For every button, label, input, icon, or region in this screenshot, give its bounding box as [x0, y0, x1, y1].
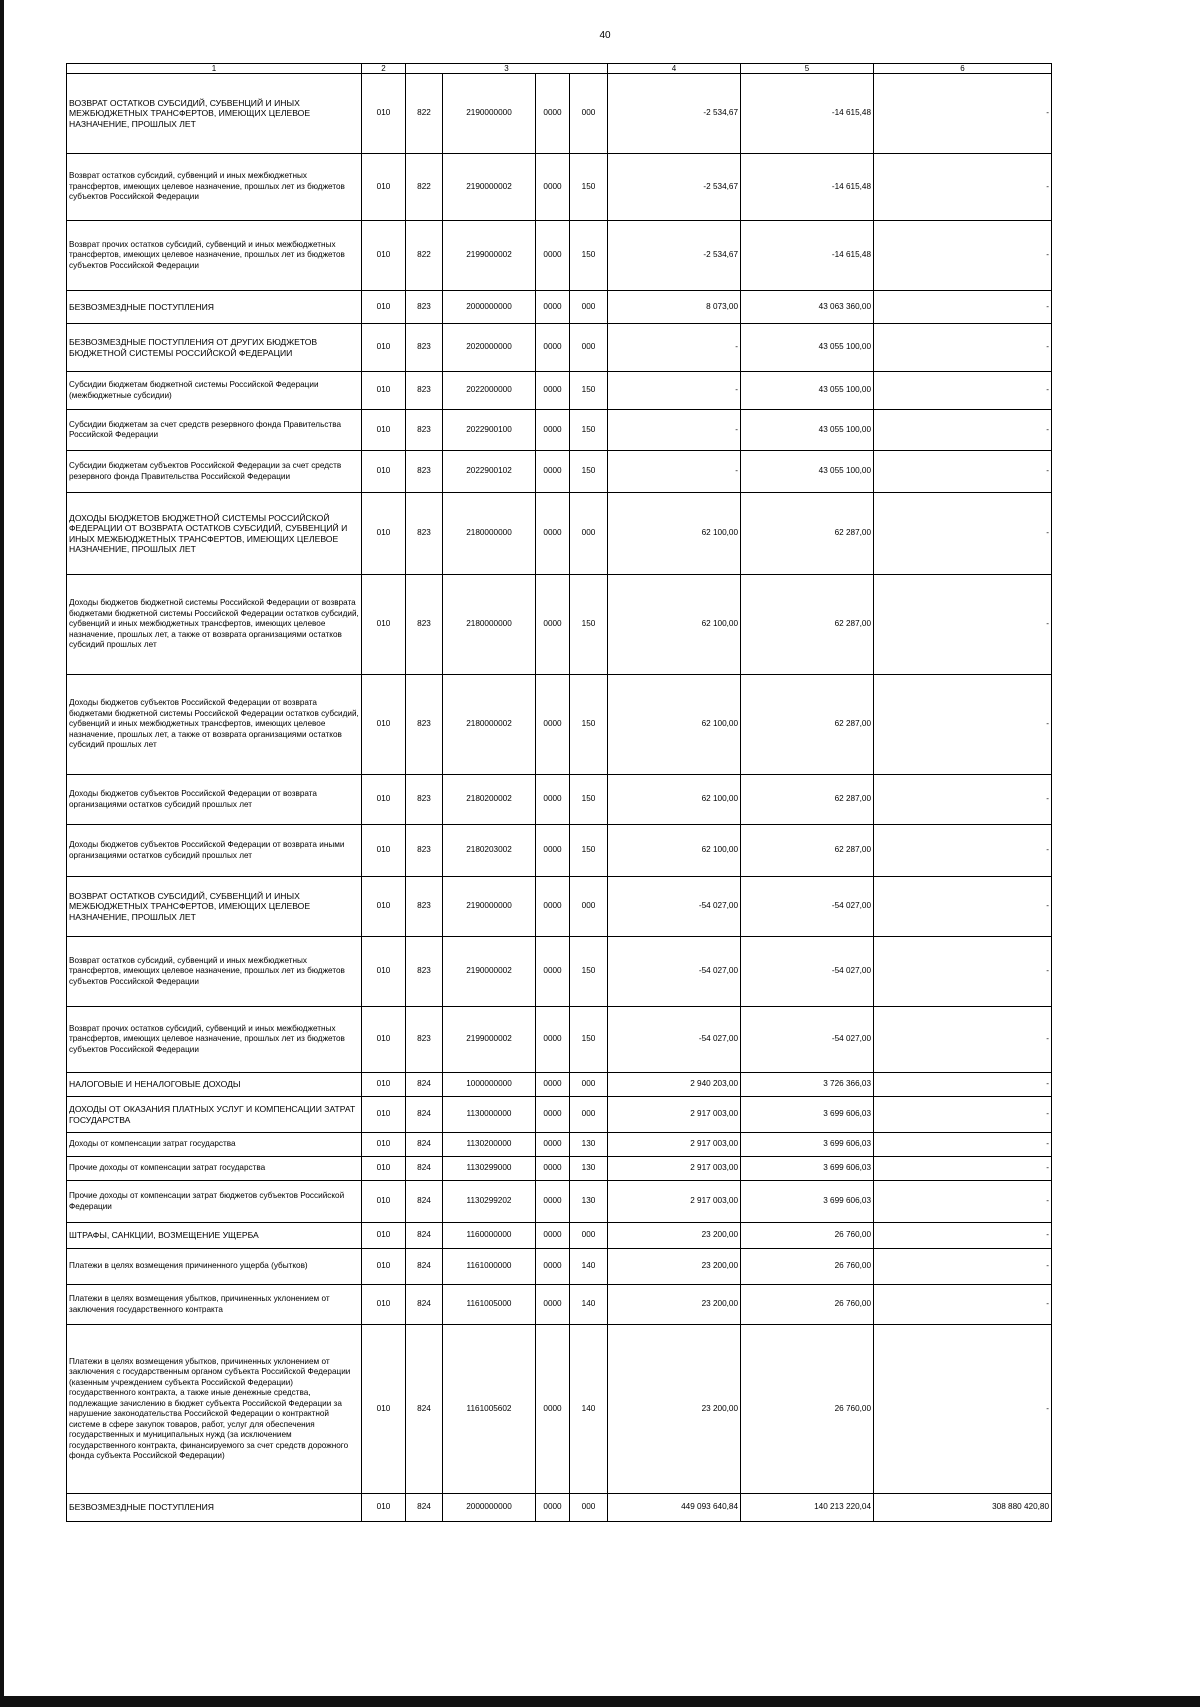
header-row [67, 64, 1052, 74]
value-col-6: - [874, 1223, 1052, 1249]
value-col-4: 62 100,00 [608, 775, 741, 825]
value-col-6: - [874, 825, 1052, 877]
code-admin: 824 [406, 1157, 443, 1181]
code-line: 010 [362, 1073, 406, 1097]
value-col-4: -54 027,00 [608, 1007, 741, 1073]
code-kbk: 2180000000 [443, 493, 536, 575]
code-admin: 823 [406, 825, 443, 877]
value-col-4: -2 534,67 [608, 74, 741, 154]
code-program: 0000 [536, 937, 570, 1007]
value-col-4: 2 917 003,00 [608, 1097, 741, 1133]
code-kosgu: 000 [570, 493, 608, 575]
value-col-4: -2 534,67 [608, 221, 741, 291]
code-kbk: 1000000000 [443, 1073, 536, 1097]
code-program: 0000 [536, 1249, 570, 1285]
code-kosgu: 150 [570, 410, 608, 451]
table-row [67, 1494, 1052, 1522]
value-col-4: 23 200,00 [608, 1223, 741, 1249]
table-row [67, 324, 1052, 372]
code-admin: 824 [406, 1325, 443, 1494]
code-kosgu: 150 [570, 372, 608, 410]
code-admin: 823 [406, 291, 443, 324]
value-col-4: 2 917 003,00 [608, 1181, 741, 1223]
row-name: Доходы бюджетов бюджетной системы Российской Федерации от возврата бюджетами бюджетной системы Российской Федерации остатков субсидий, субвенций и иных межбюджетных трансфертов, имеющих целевое назначение, прошлых лет, а также от возврата организациями остатков субсидий прошлых лет [67, 575, 362, 675]
code-line: 010 [362, 1285, 406, 1325]
table-row [67, 493, 1052, 575]
table-body [67, 64, 1052, 1522]
value-col-4: 449 093 640,84 [608, 1494, 741, 1522]
code-kosgu: 000 [570, 324, 608, 372]
code-kbk: 1130299000 [443, 1157, 536, 1181]
code-kbk: 2180000000 [443, 575, 536, 675]
code-line: 010 [362, 154, 406, 221]
code-line: 010 [362, 937, 406, 1007]
table-row [67, 1325, 1052, 1494]
code-program: 0000 [536, 1223, 570, 1249]
code-line: 010 [362, 825, 406, 877]
row-name: Доходы от компенсации затрат государства [67, 1133, 362, 1157]
value-col-4: -54 027,00 [608, 937, 741, 1007]
value-col-6: - [874, 1073, 1052, 1097]
code-kosgu: 000 [570, 1494, 608, 1522]
code-kbk: 2190000000 [443, 74, 536, 154]
value-col-4: 2 917 003,00 [608, 1133, 741, 1157]
code-admin: 823 [406, 675, 443, 775]
scan-left-edge [0, 0, 4, 1707]
value-col-4: - [608, 451, 741, 493]
header-cell-5: 5 [741, 64, 874, 74]
table-row [67, 1073, 1052, 1097]
code-line: 010 [362, 1157, 406, 1181]
code-line: 010 [362, 451, 406, 493]
value-col-5: 62 287,00 [741, 575, 874, 675]
code-kosgu: 150 [570, 825, 608, 877]
code-program: 0000 [536, 1157, 570, 1181]
code-kosgu: 130 [570, 1181, 608, 1223]
value-col-6: - [874, 324, 1052, 372]
value-col-6: - [874, 451, 1052, 493]
code-line: 010 [362, 1007, 406, 1073]
code-line: 010 [362, 74, 406, 154]
code-admin: 823 [406, 877, 443, 937]
row-name: Платежи в целях возмещения причиненного ущерба (убытков) [67, 1249, 362, 1285]
table-row [67, 1097, 1052, 1133]
value-col-5: 26 760,00 [741, 1223, 874, 1249]
code-kosgu: 000 [570, 74, 608, 154]
table-row [67, 675, 1052, 775]
value-col-4: 62 100,00 [608, 825, 741, 877]
value-col-4: 62 100,00 [608, 675, 741, 775]
code-program: 0000 [536, 74, 570, 154]
code-program: 0000 [536, 877, 570, 937]
code-program: 0000 [536, 451, 570, 493]
value-col-5: 62 287,00 [741, 775, 874, 825]
code-program: 0000 [536, 1181, 570, 1223]
row-name: ДОХОДЫ ОТ ОКАЗАНИЯ ПЛАТНЫХ УСЛУГ И КОМПЕНСАЦИИ ЗАТРАТ ГОСУДАРСТВА [67, 1097, 362, 1133]
code-admin: 823 [406, 372, 443, 410]
code-admin: 824 [406, 1133, 443, 1157]
scan-bottom-edge [0, 1696, 1200, 1707]
code-admin: 823 [406, 575, 443, 675]
value-col-4: 23 200,00 [608, 1249, 741, 1285]
value-col-6: - [874, 410, 1052, 451]
code-kosgu: 140 [570, 1249, 608, 1285]
code-program: 0000 [536, 575, 570, 675]
value-col-4: 2 917 003,00 [608, 1157, 741, 1181]
row-name: Субсидии бюджетам субъектов Российской Федерации за счет средств резервного фонда Правительства Российской Федерации [67, 451, 362, 493]
value-col-5: 43 063 360,00 [741, 291, 874, 324]
code-program: 0000 [536, 1285, 570, 1325]
code-program: 0000 [536, 1325, 570, 1494]
table-row [67, 775, 1052, 825]
code-admin: 824 [406, 1097, 443, 1133]
row-name: ВОЗВРАТ ОСТАТКОВ СУБСИДИЙ, СУБВЕНЦИЙ И ИНЫХ МЕЖБЮДЖЕТНЫХ ТРАНСФЕРТОВ, ИМЕЮЩИХ ЦЕЛЕВОЕ НАЗНАЧЕНИЕ, ПРОШЛЫХ ЛЕТ [67, 877, 362, 937]
value-col-5: 140 213 220,04 [741, 1494, 874, 1522]
row-name: Возврат прочих остатков субсидий, субвенций и иных межбюджетных трансфертов, имеющих целевое назначение, прошлых лет из бюджетов субъектов Российской Федерации [67, 1007, 362, 1073]
code-kbk: 2180203002 [443, 825, 536, 877]
row-name: Доходы бюджетов субъектов Российской Федерации от возврата организациями остатков субсидий прошлых лет [67, 775, 362, 825]
value-col-6: - [874, 372, 1052, 410]
code-admin: 824 [406, 1494, 443, 1522]
code-admin: 823 [406, 937, 443, 1007]
row-name: НАЛОГОВЫЕ И НЕНАЛОГОВЫЕ ДОХОДЫ [67, 1073, 362, 1097]
code-line: 010 [362, 1249, 406, 1285]
table-row [67, 372, 1052, 410]
code-line: 010 [362, 877, 406, 937]
code-kbk: 2190000002 [443, 154, 536, 221]
code-kosgu: 150 [570, 575, 608, 675]
row-name: Прочие доходы от компенсации затрат бюджетов субъектов Российской Федерации [67, 1181, 362, 1223]
value-col-5: 43 055 100,00 [741, 372, 874, 410]
value-col-6: - [874, 775, 1052, 825]
code-line: 010 [362, 410, 406, 451]
table-row [67, 1223, 1052, 1249]
header-cell-2: 2 [362, 64, 406, 74]
table-row [67, 877, 1052, 937]
value-col-6: - [874, 575, 1052, 675]
value-col-6: - [874, 1007, 1052, 1073]
value-col-4: 62 100,00 [608, 575, 741, 675]
value-col-5: 62 287,00 [741, 825, 874, 877]
code-line: 010 [362, 291, 406, 324]
table-row [67, 1007, 1052, 1073]
code-admin: 824 [406, 1181, 443, 1223]
row-name: БЕЗВОЗМЕЗДНЫЕ ПОСТУПЛЕНИЯ ОТ ДРУГИХ БЮДЖЕТОВ БЮДЖЕТНОЙ СИСТЕМЫ РОССИЙСКОЙ ФЕДЕРАЦИИ [67, 324, 362, 372]
code-admin: 823 [406, 410, 443, 451]
code-program: 0000 [536, 1073, 570, 1097]
value-col-4: - [608, 410, 741, 451]
code-line: 010 [362, 493, 406, 575]
code-kosgu: 150 [570, 221, 608, 291]
row-name: ВОЗВРАТ ОСТАТКОВ СУБСИДИЙ, СУБВЕНЦИЙ И ИНЫХ МЕЖБЮДЖЕТНЫХ ТРАНСФЕРТОВ, ИМЕЮЩИХ ЦЕЛЕВОЕ НАЗНАЧЕНИЕ, ПРОШЛЫХ ЛЕТ [67, 74, 362, 154]
code-kbk: 2180200002 [443, 775, 536, 825]
row-name: БЕЗВОЗМЕЗДНЫЕ ПОСТУПЛЕНИЯ [67, 291, 362, 324]
code-line: 010 [362, 1494, 406, 1522]
value-col-5: 3 726 366,03 [741, 1073, 874, 1097]
code-admin: 824 [406, 1073, 443, 1097]
table-row [67, 154, 1052, 221]
code-kosgu: 000 [570, 1073, 608, 1097]
code-kbk: 1130000000 [443, 1097, 536, 1133]
code-line: 010 [362, 575, 406, 675]
code-program: 0000 [536, 493, 570, 575]
value-col-4: -54 027,00 [608, 877, 741, 937]
row-name: БЕЗВОЗМЕЗДНЫЕ ПОСТУПЛЕНИЯ [67, 1494, 362, 1522]
code-kosgu: 150 [570, 775, 608, 825]
value-col-4: 8 073,00 [608, 291, 741, 324]
code-program: 0000 [536, 1133, 570, 1157]
code-program: 0000 [536, 291, 570, 324]
row-name: Доходы бюджетов субъектов Российской Федерации от возврата иными организациями остатков субсидий прошлых лет [67, 825, 362, 877]
code-kbk: 2022900102 [443, 451, 536, 493]
value-col-6: - [874, 877, 1052, 937]
row-name: Субсидии бюджетам бюджетной системы Российской Федерации (межбюджетные субсидии) [67, 372, 362, 410]
table-row [67, 451, 1052, 493]
row-name: Возврат остатков субсидий, субвенций и иных межбюджетных трансфертов, имеющих целевое назначение, прошлых лет из бюджетов субъектов Российской Федерации [67, 154, 362, 221]
code-admin: 824 [406, 1285, 443, 1325]
value-col-5: 3 699 606,03 [741, 1181, 874, 1223]
value-col-5: 43 055 100,00 [741, 451, 874, 493]
table-row [67, 221, 1052, 291]
code-program: 0000 [536, 825, 570, 877]
value-col-6: - [874, 1157, 1052, 1181]
code-line: 010 [362, 1181, 406, 1223]
code-kosgu: 000 [570, 877, 608, 937]
code-kbk: 2199000002 [443, 1007, 536, 1073]
page-number: 40 [599, 30, 611, 41]
header-cell-1: 1 [67, 64, 362, 74]
code-admin: 823 [406, 775, 443, 825]
value-col-5: -54 027,00 [741, 877, 874, 937]
value-col-4: - [608, 372, 741, 410]
code-admin: 823 [406, 493, 443, 575]
code-program: 0000 [536, 410, 570, 451]
code-kbk: 1130299202 [443, 1181, 536, 1223]
value-col-6: - [874, 675, 1052, 775]
table-row [67, 825, 1052, 877]
value-col-4: 23 200,00 [608, 1285, 741, 1325]
row-name: Возврат остатков субсидий, субвенций и иных межбюджетных трансфертов, имеющих целевое назначение, прошлых лет из бюджетов субъектов Российской Федерации [67, 937, 362, 1007]
value-col-5: 3 699 606,03 [741, 1133, 874, 1157]
value-col-6: - [874, 291, 1052, 324]
value-col-6: - [874, 493, 1052, 575]
table-row [67, 1157, 1052, 1181]
value-col-6: - [874, 221, 1052, 291]
code-kosgu: 000 [570, 1223, 608, 1249]
code-kbk: 1130200000 [443, 1133, 536, 1157]
code-kbk: 2190000002 [443, 937, 536, 1007]
table-row [67, 1133, 1052, 1157]
code-kosgu: 150 [570, 1007, 608, 1073]
header-cell-6: 6 [874, 64, 1052, 74]
code-kbk: 2020000000 [443, 324, 536, 372]
value-col-4: - [608, 324, 741, 372]
value-col-6: - [874, 154, 1052, 221]
table-row [67, 1249, 1052, 1285]
value-col-4: 62 100,00 [608, 493, 741, 575]
code-program: 0000 [536, 775, 570, 825]
value-col-6: 308 880 420,80 [874, 1494, 1052, 1522]
value-col-5: -54 027,00 [741, 937, 874, 1007]
header-cell-3: 3 [406, 64, 608, 74]
code-kbk: 2199000002 [443, 221, 536, 291]
code-kosgu: 150 [570, 451, 608, 493]
value-col-5: -14 615,48 [741, 221, 874, 291]
code-kosgu: 130 [570, 1133, 608, 1157]
value-col-6: - [874, 1249, 1052, 1285]
code-admin: 824 [406, 1249, 443, 1285]
code-line: 010 [362, 1133, 406, 1157]
value-col-5: 3 699 606,03 [741, 1157, 874, 1181]
row-name: ДОХОДЫ БЮДЖЕТОВ БЮДЖЕТНОЙ СИСТЕМЫ РОССИЙСКОЙ ФЕДЕРАЦИИ ОТ ВОЗВРАТА ОСТАТКОВ СУБСИДИЙ, СУБВЕНЦИЙ И ИНЫХ МЕЖБЮДЖЕТНЫХ ТРАНСФЕРТОВ, ИМЕЮЩИХ ЦЕЛЕВОЕ НАЗНАЧЕНИЕ, ПРОШЛЫХ ЛЕТ [67, 493, 362, 575]
code-kosgu: 150 [570, 937, 608, 1007]
code-program: 0000 [536, 1097, 570, 1133]
row-name: Платежи в целях возмещения убытков, причиненных уклонением от заключения с государственным органом субъекта Российской Федерации (казенным учреждением субъекта Российской Федерации) государственного контракта, а также иные денежные средства, подлежащие зачислению в бюджет субъекта Российской Федерации за нарушение законодательства Российской Федерации о контрактной системе в сфере закупок товаров, работ, услуг для обеспечения государственных и муниципальных нужд (за исключением государственного контракта, финансируемого за счет средств дорожного фонда субъекта Российской Федерации) [67, 1325, 362, 1494]
value-col-5: 26 760,00 [741, 1285, 874, 1325]
code-line: 010 [362, 1223, 406, 1249]
revenue-table [66, 63, 1052, 1522]
code-admin: 824 [406, 1223, 443, 1249]
value-col-5: 43 055 100,00 [741, 410, 874, 451]
row-name: Доходы бюджетов субъектов Российской Федерации от возврата бюджетами бюджетной системы Российской Федерации остатков субсидий, субвенций и иных межбюджетных трансфертов, имеющих целевое назначение, прошлых лет, а также от возврата организациями остатков субсидий прошлых лет [67, 675, 362, 775]
code-kbk: 1161000000 [443, 1249, 536, 1285]
code-line: 010 [362, 372, 406, 410]
code-kbk: 2190000000 [443, 877, 536, 937]
row-name: ШТРАФЫ, САНКЦИИ, ВОЗМЕЩЕНИЕ УЩЕРБА [67, 1223, 362, 1249]
header-cell-4: 4 [608, 64, 741, 74]
value-col-5: -54 027,00 [741, 1007, 874, 1073]
table-row [67, 74, 1052, 154]
code-kbk: 2022900100 [443, 410, 536, 451]
code-kosgu: 000 [570, 291, 608, 324]
code-admin: 823 [406, 1007, 443, 1073]
code-line: 010 [362, 1325, 406, 1494]
value-col-6: - [874, 937, 1052, 1007]
code-kbk: 2000000000 [443, 291, 536, 324]
code-line: 010 [362, 324, 406, 372]
value-col-6: - [874, 1097, 1052, 1133]
code-kosgu: 150 [570, 154, 608, 221]
code-line: 010 [362, 675, 406, 775]
code-kbk: 1160000000 [443, 1223, 536, 1249]
code-kbk: 2000000000 [443, 1494, 536, 1522]
value-col-5: 3 699 606,03 [741, 1097, 874, 1133]
value-col-4: 2 940 203,00 [608, 1073, 741, 1097]
value-col-6: - [874, 1133, 1052, 1157]
code-program: 0000 [536, 1494, 570, 1522]
value-col-5: -14 615,48 [741, 74, 874, 154]
table-row [67, 575, 1052, 675]
row-name: Платежи в целях возмещения убытков, причиненных уклонением от заключения государственного контракта [67, 1285, 362, 1325]
table-row [67, 291, 1052, 324]
value-col-6: - [874, 1285, 1052, 1325]
code-kosgu: 140 [570, 1285, 608, 1325]
table-row [67, 410, 1052, 451]
row-name: Возврат прочих остатков субсидий, субвенций и иных межбюджетных трансфертов, имеющих целевое назначение, прошлых лет из бюджетов субъектов Российской Федерации [67, 221, 362, 291]
value-col-5: 62 287,00 [741, 493, 874, 575]
value-col-5: 26 760,00 [741, 1325, 874, 1494]
value-col-5: 62 287,00 [741, 675, 874, 775]
code-kbk: 1161005602 [443, 1325, 536, 1494]
value-col-5: -14 615,48 [741, 154, 874, 221]
table-row [67, 937, 1052, 1007]
code-kosgu: 140 [570, 1325, 608, 1494]
value-col-5: 43 055 100,00 [741, 324, 874, 372]
value-col-6: - [874, 1325, 1052, 1494]
value-col-6: - [874, 74, 1052, 154]
code-program: 0000 [536, 372, 570, 410]
table-row [67, 1285, 1052, 1325]
code-program: 0000 [536, 154, 570, 221]
code-kosgu: 000 [570, 1097, 608, 1133]
table-row [67, 1181, 1052, 1223]
value-col-5: 26 760,00 [741, 1249, 874, 1285]
code-admin: 823 [406, 451, 443, 493]
row-name: Прочие доходы от компенсации затрат государства [67, 1157, 362, 1181]
code-line: 010 [362, 221, 406, 291]
code-admin: 822 [406, 154, 443, 221]
code-program: 0000 [536, 221, 570, 291]
code-admin: 822 [406, 74, 443, 154]
code-program: 0000 [536, 324, 570, 372]
code-program: 0000 [536, 675, 570, 775]
code-admin: 822 [406, 221, 443, 291]
row-name: Субсидии бюджетам за счет средств резервного фонда Правительства Российской Федерации [67, 410, 362, 451]
code-kosgu: 150 [570, 675, 608, 775]
code-program: 0000 [536, 1007, 570, 1073]
code-line: 010 [362, 775, 406, 825]
code-kbk: 2180000002 [443, 675, 536, 775]
code-kbk: 1161005000 [443, 1285, 536, 1325]
code-admin: 823 [406, 324, 443, 372]
value-col-6: - [874, 1181, 1052, 1223]
value-col-4: -2 534,67 [608, 154, 741, 221]
code-kbk: 2022000000 [443, 372, 536, 410]
value-col-4: 23 200,00 [608, 1325, 741, 1494]
code-line: 010 [362, 1097, 406, 1133]
code-kosgu: 130 [570, 1157, 608, 1181]
